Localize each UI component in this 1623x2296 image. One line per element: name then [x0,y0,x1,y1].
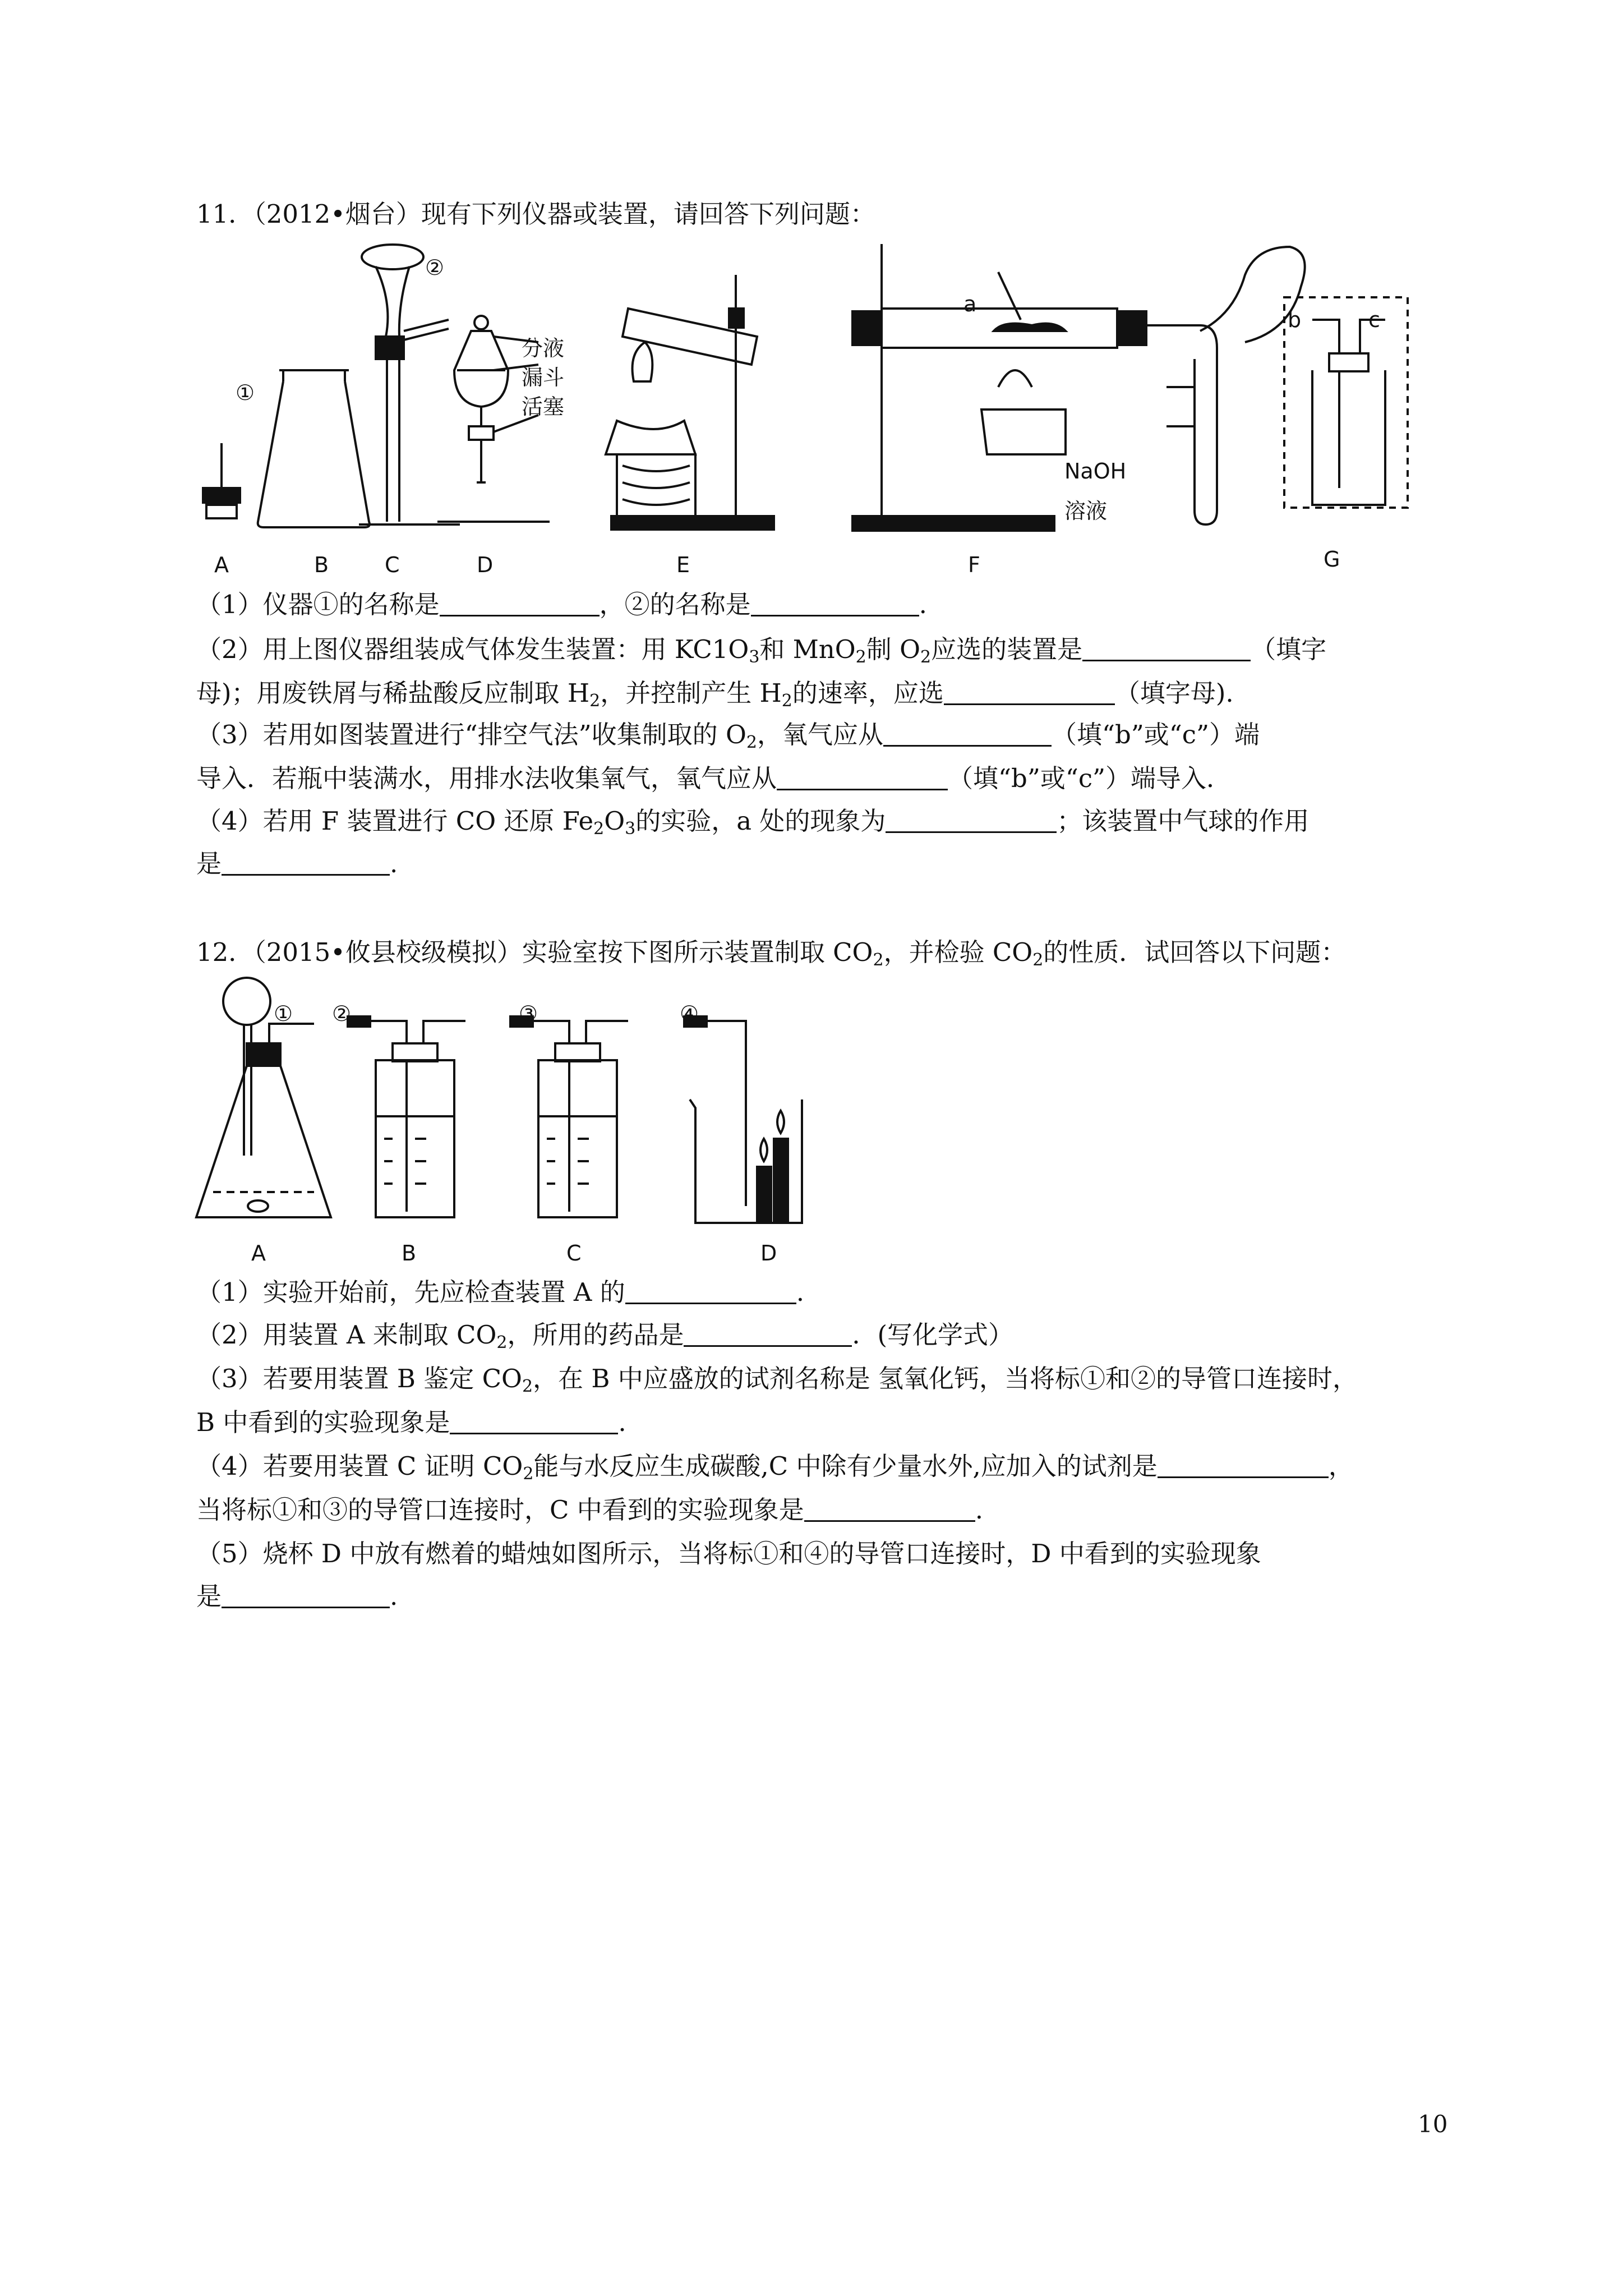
letter-a: A [214,553,229,577]
wash-bottle-b [348,1016,465,1217]
q11-part2-line2: 母)；用废铁屑与稀盐酸反应制取 $H_2$，并控制产生 $H_2$的速率，应选 （填字母). [196,678,1234,711]
answer-blank[interactable] [625,1278,796,1304]
wash-bottle-c [510,1016,628,1217]
circle-1-label: ① [236,380,255,405]
q12-letter-b: B [402,1241,417,1266]
beaker-d [684,1016,802,1223]
q11-part4-line1: （4）若用 F 装置进行 CO 还原 $Fe_2O_3$的实验，a 处的现象为 ；该装置中气球的作用 [196,806,1310,839]
answer-blank[interactable] [1158,1452,1329,1478]
answer-blank[interactable] [804,1496,975,1522]
q11-part3-line1: （3）若用如图装置进行“排空气法”收集制取的 $O_2$，氧气应从 （填“b”或“c”）端 [196,720,1260,752]
q12-letter-c: C [566,1241,582,1266]
funnel-label-3: 活塞 [522,394,565,419]
q12-part4-line2: 当将标①和③的导管口连接时，C 中看到的实验现象是 . [196,1495,984,1525]
q12-circle-3: ③ [519,1001,538,1026]
q11-part2-line1: （2）用上图仪器组装成气体发生装置：用 $KC1O_3$和 MnO$_2$制 $O_2$应选的装置是 （填字 [196,634,1327,667]
q12-part3-line2: B 中看到的实验现象是 . [196,1407,626,1437]
answer-blank[interactable] [777,764,948,790]
q12-part4-line1: （4）若要用装置 C 证明 $CO_2$能与水反应生成碳酸,C 中除有少量水外,应加入的试剂是 ， [196,1451,1354,1484]
q11-header: 11．（2012•烟台）现有下列仪器或装置，请回答下列问题： [196,199,875,229]
generator-flask-a [196,978,331,1217]
q12-circle-2: ② [332,1001,352,1026]
q12-part5-line2: 是 . [196,1581,398,1611]
q12-part1: （1）实验开始前，先应检查装置 A 的 . [196,1277,805,1307]
q12-circle-4: ④ [680,1001,699,1026]
answer-blank[interactable] [886,807,1057,833]
letter-c: C [385,553,400,577]
thistle-funnel-c [359,245,460,524]
letter-b: B [314,553,329,577]
co-reduction-f [852,244,1305,531]
q12-letter-a: A [251,1241,266,1266]
answer-blank[interactable] [440,590,600,616]
q12-circle-1: ① [274,1001,293,1026]
q11-part4-line2: 是 . [196,849,398,878]
letter-f: F [968,553,980,577]
answer-blank[interactable] [883,720,1052,747]
funnel-label-2: 漏斗 [522,365,565,390]
circle-2-label: ② [425,255,445,280]
page-number: 10 [1418,2110,1448,2138]
label-b: b [1288,307,1302,332]
heating-setup-e [606,275,774,530]
q12-part2: （2）用装置 A 来制取 $CO_2$，所用的药品是 ．(写化学式） [196,1320,1014,1352]
q11-part1: （1）仪器①的名称是 ，②的名称是 . [196,590,927,619]
answer-blank[interactable] [684,1320,852,1347]
stopper-a [203,443,240,518]
q11-part3-line2: 导入．若瓶中装满水，用排水法收集氧气，氧气应从 （填“b”或“c”）端导入． [196,763,1232,793]
gas-bottle-g [1284,297,1408,508]
funnel-label-1: 分液 [522,336,565,361]
naoh-label-2: 溶液 [1064,499,1108,523]
letter-d: D [477,553,494,577]
answer-blank[interactable] [751,590,919,616]
letter-e: E [676,553,690,577]
answer-blank[interactable] [222,1582,390,1608]
answer-blank[interactable] [450,1408,618,1434]
q12-letter-d: D [760,1241,777,1266]
answer-blank[interactable] [944,679,1115,705]
label-c: c [1368,307,1380,332]
naoh-label-1: NaOH [1064,459,1127,484]
answer-blank[interactable] [1082,635,1251,661]
q12-header: 12．（2015•攸县校级模拟）实验室按下图所示装置制取 $CO_2$，并检验 $CO_2$的性质．试回答以下问题： [196,937,1347,970]
q11-apparatus-figure [191,241,1419,572]
answer-blank[interactable] [222,849,390,876]
letter-g: G [1324,547,1340,572]
label-a: a [963,292,977,316]
conical-flask-b [258,370,370,527]
q12-part5-line1: （5）烧杯 D 中放有燃着的蜡烛如图所示，当将标①和④的导管口连接时，D 中看到的实验现象 [196,1539,1261,1568]
q12-part3-line1: （3）若要用装置 B 鉴定 $CO_2$，在 B 中应盛放的试剂名称是 氢氧化钙，当将标①和②的导管口连接时， [196,1364,1358,1396]
